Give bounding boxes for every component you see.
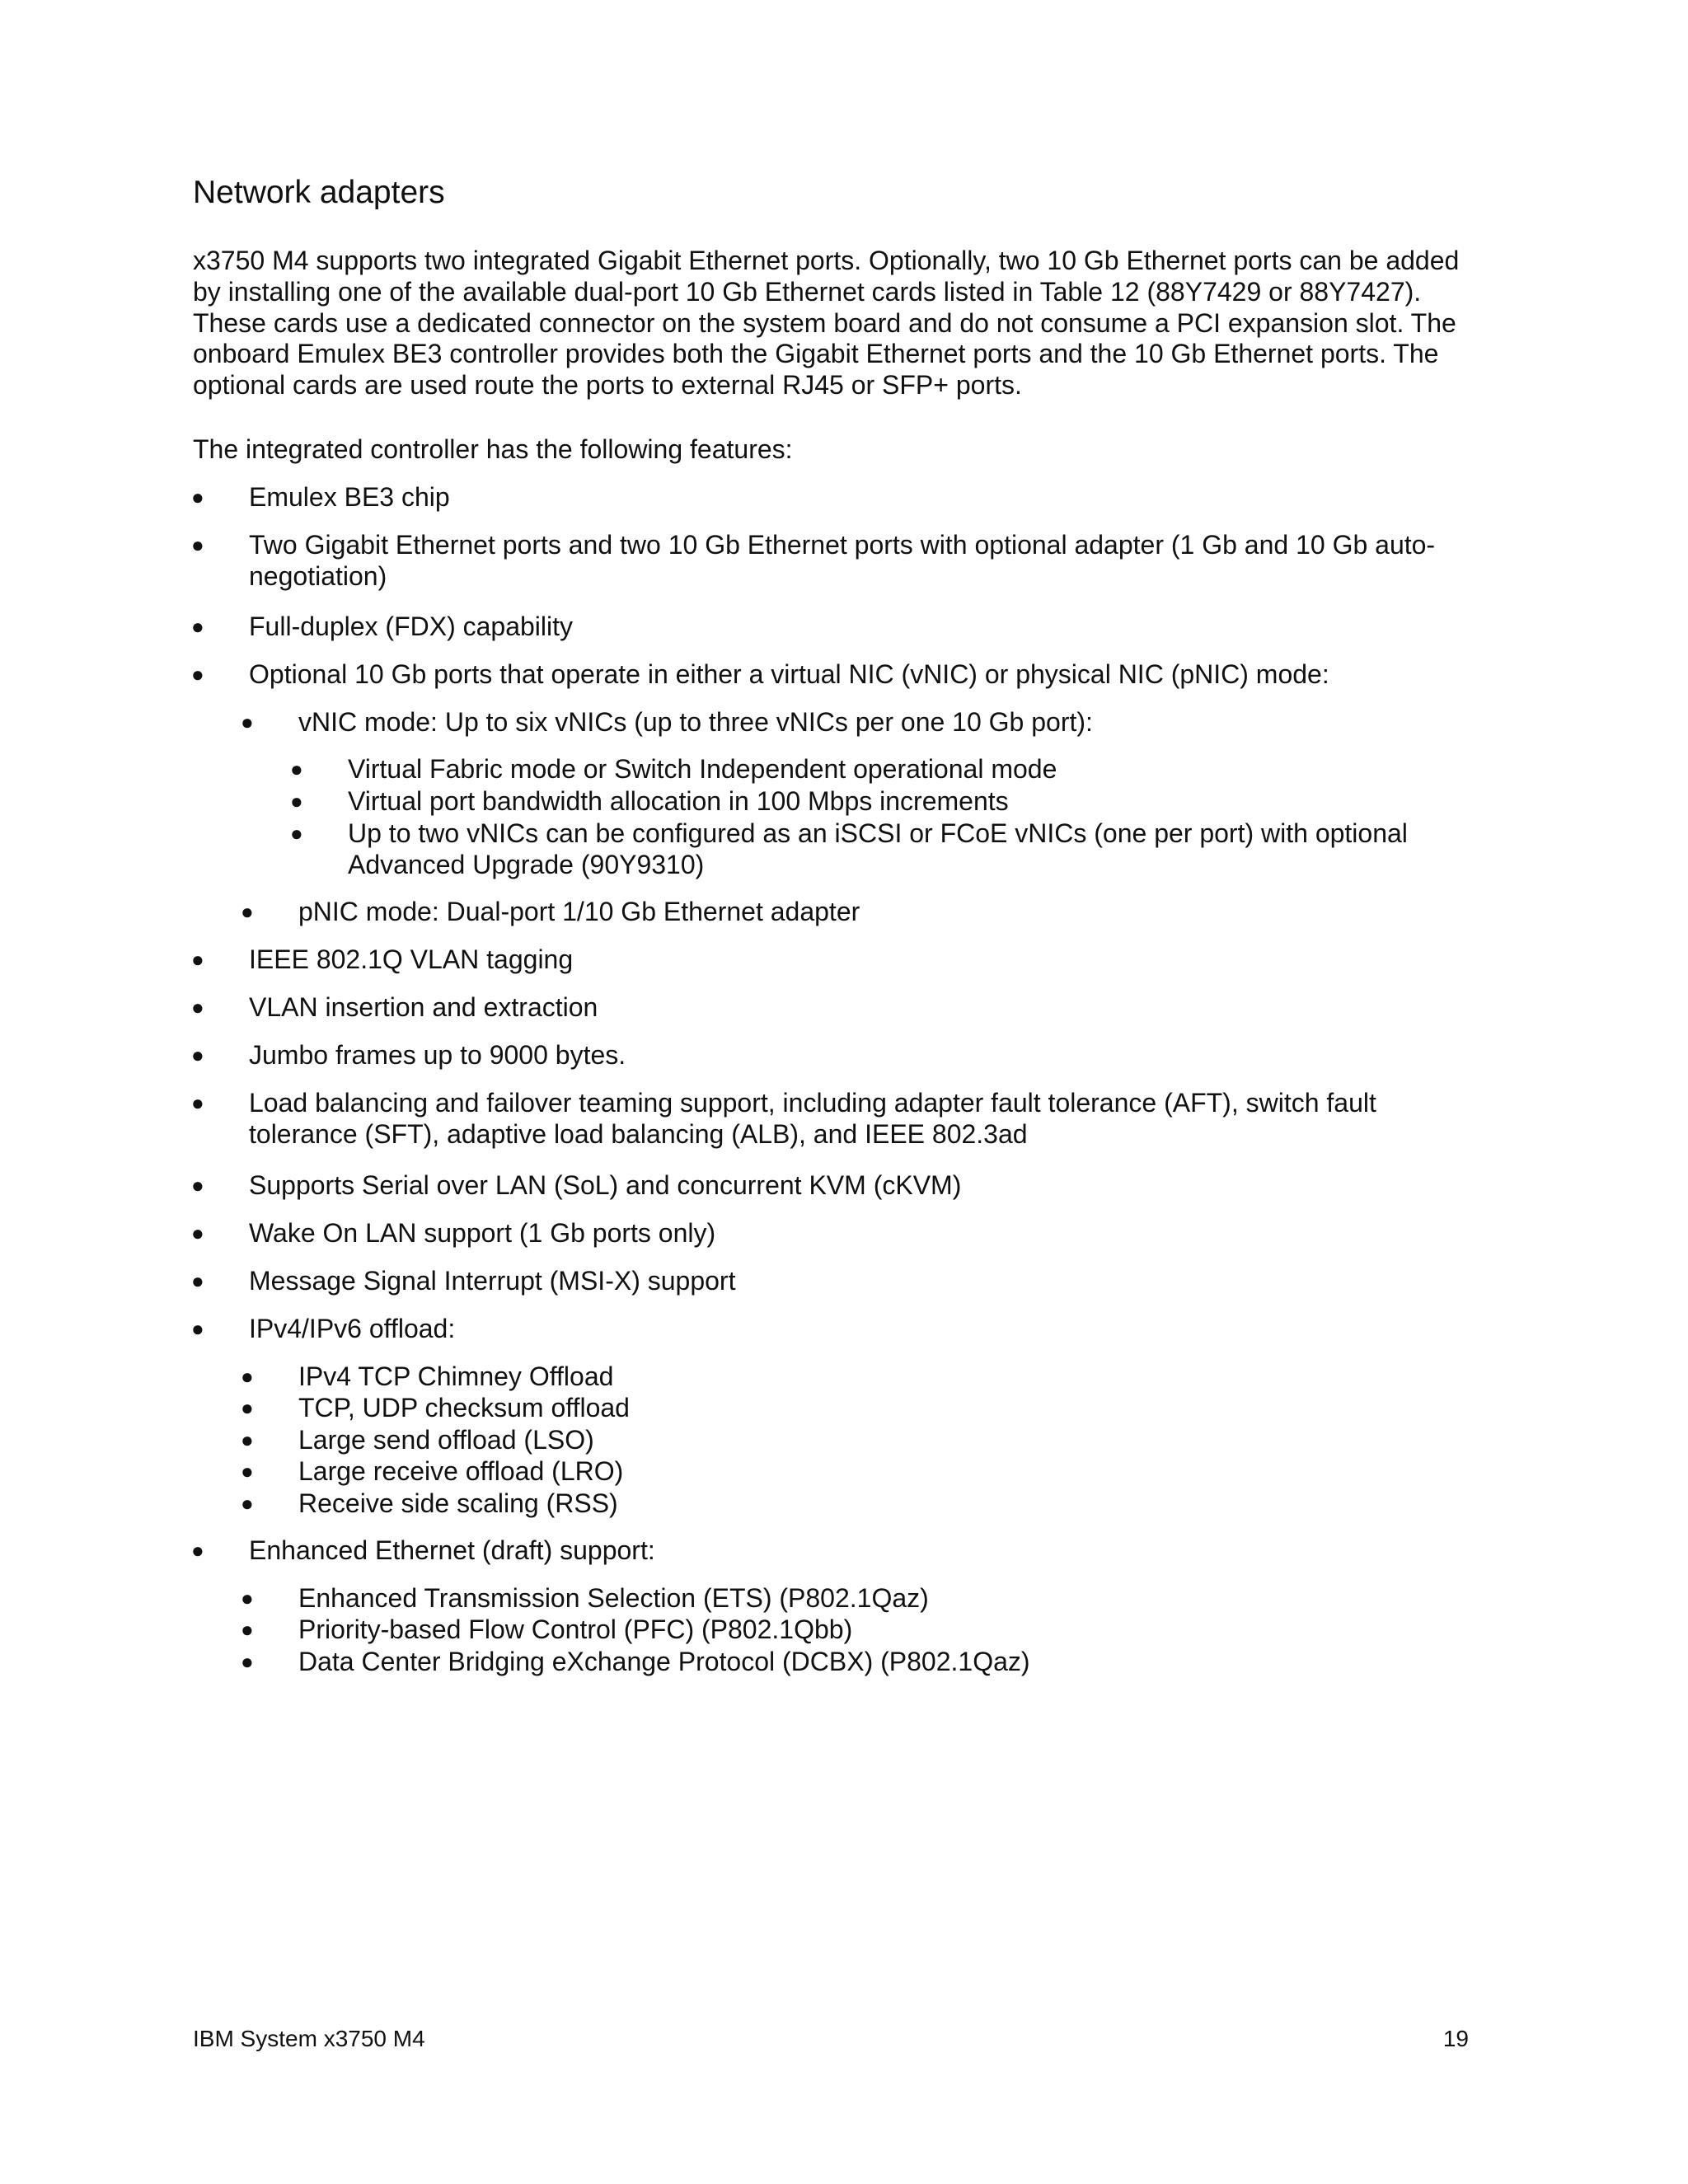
bullet-icon: ● (241, 1395, 254, 1420)
feature-item: Large receive offload (LRO) (298, 1456, 624, 1486)
bullet-icon: ● (191, 1090, 204, 1115)
bullet-icon: ● (191, 1538, 204, 1563)
bullet-icon: ● (241, 710, 254, 734)
feature-item: Data Center Bridging eXchange Protocol (DCBX) (P802.1Qaz) (298, 1647, 1030, 1676)
feature-item: Up to two vNICs can be configured as an iSCSI or FCoE vNICs (one per port) with optional Advanced Upgrade (90Y9310) (348, 818, 1408, 879)
feature-item: Full-duplex (FDX) capability (249, 612, 574, 641)
bullet-icon: ● (191, 1268, 204, 1293)
bullet-icon: ● (241, 1459, 254, 1483)
feature-item: TCP, UDP checksum offload (298, 1393, 630, 1422)
bullet-icon: ● (191, 662, 204, 687)
bullet-icon: ● (191, 1221, 204, 1245)
feature-item: Virtual port bandwidth allocation in 100 Mbps increments (348, 786, 1009, 816)
feature-item: Jumbo frames up to 9000 bytes. (249, 1040, 626, 1070)
feature-item: Enhanced Transmission Selection (ETS) (P802.1Qaz) (298, 1583, 929, 1613)
feature-item: Large send offload (LSO) (298, 1425, 594, 1455)
feature-item: VLAN insertion and extraction (249, 992, 598, 1022)
feature-item: Receive side scaling (RSS) (298, 1488, 618, 1518)
bullet-icon: ● (191, 1043, 204, 1067)
feature-item: Wake On LAN support (1 Gb ports only) (249, 1218, 716, 1248)
bullet-icon: ● (191, 1316, 204, 1341)
feature-item: Optional 10 Gb ports that operate in either a virtual NIC (vNIC) or physical NIC (pNIC) mode: (249, 659, 1329, 689)
bullet-icon: ● (241, 1491, 254, 1516)
section-heading: Network adapters (193, 175, 445, 210)
feature-item: IEEE 802.1Q VLAN tagging (249, 944, 574, 974)
footer-title: IBM System x3750 M4 (193, 2026, 425, 2051)
feature-item: pNIC mode: Dual-port 1/10 Gb Ethernet adapter (298, 897, 860, 926)
bullet-icon: ● (241, 1617, 254, 1642)
feature-item: Enhanced Ethernet (draft) support: (249, 1535, 655, 1565)
feature-item: IPv4 TCP Chimney Offload (298, 1361, 614, 1391)
feature-item: Emulex BE3 chip (249, 482, 450, 512)
features-intro: The integrated controller has the following features: (193, 434, 793, 464)
bullet-icon: ● (241, 1427, 254, 1452)
page-number: 19 (1442, 2026, 1469, 2051)
bullet-icon: ● (241, 899, 254, 924)
bullet-icon: ● (290, 789, 303, 813)
feature-item: Load balancing and failover teaming support, including adapter fault tolerance (AFT), switch fault tolerance (SFT), adaptive load balancing (ALB), and IEEE 802.3ad (249, 1088, 1376, 1149)
bullet-icon: ● (191, 1173, 204, 1197)
feature-item: vNIC mode: Up to six vNICs (up to three vNICs per one 10 Gb port): (298, 707, 1093, 737)
feature-item: Two Gigabit Ethernet ports and two 10 Gb Ethernet ports with optional adapter (1 Gb and 10 Gb auto-negotiation) (249, 530, 1436, 591)
bullet-icon: ● (191, 614, 204, 639)
bullet-icon: ● (241, 1586, 254, 1610)
feature-item: IPv4/IPv6 offload: (249, 1314, 456, 1343)
bullet-icon: ● (290, 821, 303, 846)
bullet-icon: ● (241, 1364, 254, 1389)
feature-item: Message Signal Interrupt (MSI-X) support (249, 1266, 736, 1296)
feature-item: Virtual Fabric mode or Switch Independent operational mode (348, 754, 1057, 784)
bullet-icon: ● (241, 1649, 254, 1674)
bullet-icon: ● (191, 532, 204, 557)
intro-paragraph: x3750 M4 supports two integrated Gigabit Ethernet ports. Optionally, two 10 Gb Ethernet ports can be added by installing one of the available dual-port 10 Gb Ethernet cards listed in Table 12 (88Y7429 or 88Y7427). These cards use a dedicated connector on the system board and do not consume a PCI expansion slot. The onboard Emulex BE3 controller provides both the Gigabit Ethernet ports and the 10 Gb Ethernet ports. The optional cards are used route the ports to external RJ45 or SFP+ ports. (193, 246, 1460, 401)
feature-item: Supports Serial over LAN (SoL) and concurrent KVM (cKVM) (249, 1170, 962, 1200)
bullet-icon: ● (191, 485, 204, 509)
bullet-icon: ● (191, 947, 204, 972)
bullet-icon: ● (290, 757, 303, 781)
bullet-icon: ● (191, 995, 204, 1019)
feature-item: Priority-based Flow Control (PFC) (P802.1Qbb) (298, 1615, 853, 1644)
